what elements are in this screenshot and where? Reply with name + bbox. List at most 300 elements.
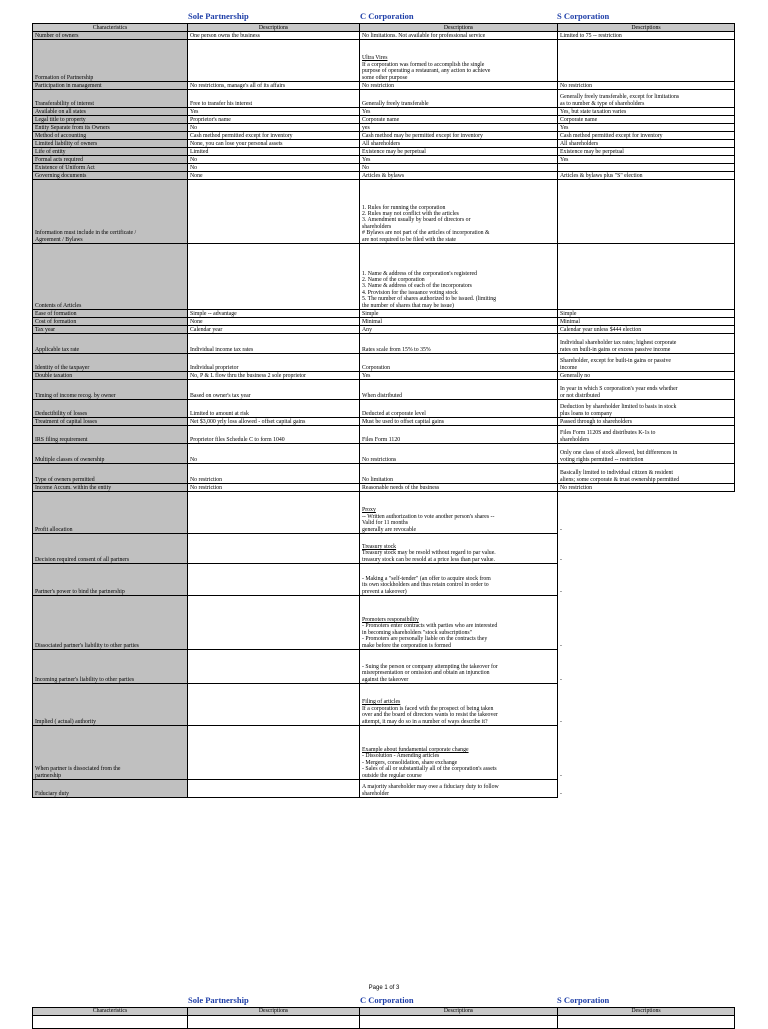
cell-line: Deductibility of losses <box>35 410 88 417</box>
cell-line: Proprietor files Schedule C to form 1040 <box>190 436 285 443</box>
table-row <box>33 82 735 90</box>
cell-c-corp <box>360 124 558 132</box>
cell-line: Calendar year <box>190 326 223 333</box>
header-descriptions-sole: Descriptions <box>188 1008 360 1016</box>
table-row <box>33 596 735 650</box>
cell-line: Multiple classes of ownership <box>35 456 105 463</box>
cell-line: Implied ( actual) authority <box>35 718 97 725</box>
cell-characteristic <box>33 148 188 156</box>
cell-s-corp <box>558 164 735 172</box>
cell-line: Articles & bylaws plus "S" election <box>560 172 643 179</box>
cell-s-corp <box>558 596 735 650</box>
cell-s-corp <box>558 124 735 132</box>
cell-line: Timing of income recog. by owner <box>35 392 116 399</box>
table-row <box>33 426 735 444</box>
cell-line: 4. Provision for the issuance voting stock <box>362 289 458 296</box>
cell-sole <box>188 464 360 484</box>
cell-line: - Sales of all or substantially all of the corporation's assets <box>362 766 497 773</box>
cell-line: Method of accounting <box>35 132 87 139</box>
cell-line: No <box>190 156 198 163</box>
cell-line: No limitation <box>362 476 394 483</box>
cell-s-corp <box>558 244 735 310</box>
cell-characteristic <box>33 172 188 180</box>
cell-characteristic <box>33 82 188 90</box>
cell-line: A majority shareholder may owe a fiduciary duty to follow <box>362 784 499 791</box>
cell-c-corp <box>360 484 558 492</box>
cell-line: over and the board of directors wants to resist the takeover <box>362 712 498 719</box>
cell-line: Proprietor's name <box>190 116 231 123</box>
cell-line: Existence of Uniform Act <box>35 164 95 171</box>
cell-s-corp <box>558 156 735 164</box>
cell-line: voting rights permitted -- restriction <box>560 456 644 463</box>
cell-sole <box>188 82 360 90</box>
table-row <box>33 132 735 140</box>
cell-c-corp <box>360 318 558 326</box>
cell-s-corp <box>558 484 735 492</box>
cell-line: In year in which S corporation's year ends whether <box>560 386 678 393</box>
cell-line: Treasury stock may be resold without regard to par value. <box>362 550 496 557</box>
table-row <box>33 124 735 132</box>
header-descriptions-s-corp: Descriptions <box>558 1008 735 1016</box>
cell-line: Corporate name <box>560 116 598 123</box>
cell-line: 1. Name & address of the corporation's registered <box>362 270 478 277</box>
cell-sole <box>188 310 360 318</box>
cell-s-corp <box>558 132 735 140</box>
cell-characteristic <box>33 684 188 726</box>
cell-line: - <box>560 773 562 780</box>
cell-line: Number of owners <box>35 32 79 39</box>
cell-line: One person owns the business <box>190 32 260 39</box>
cell-line: Cash method permitted except for inventory <box>190 132 293 139</box>
entity-header-c-corp: C Corporation <box>360 11 414 21</box>
cell-line: Identity of the taxpayer <box>35 364 90 371</box>
cell-sole <box>188 780 360 798</box>
cell-line: Individual shareholder tax rates; highest corporate <box>560 340 677 347</box>
cell-c-corp <box>360 148 558 156</box>
cell-c-corp <box>360 444 558 464</box>
cell-line: Yes, but state taxation varies <box>560 108 627 115</box>
cell-line: Contents of Articles <box>35 302 82 309</box>
cell-sole <box>188 132 360 140</box>
cell-s-corp <box>558 780 735 798</box>
cell-line: Type of owners permitted <box>35 476 95 483</box>
table-row <box>33 444 735 464</box>
cell-line: - Promoters are personally liable on the contracts they <box>362 636 488 643</box>
cell-line: Simple -- advantage <box>190 310 237 317</box>
cell-line: Double taxation <box>35 372 73 379</box>
cell-sole <box>188 108 360 116</box>
cell-line: income <box>560 364 578 371</box>
cell-characteristic <box>33 108 188 116</box>
cell-characteristic <box>33 90 188 108</box>
cell-s-corp <box>558 326 735 334</box>
table-row <box>33 244 735 310</box>
entity-header-s-corp: S Corporation <box>557 995 610 1005</box>
cell-sole <box>188 326 360 334</box>
cell-line: as to number & type of shareholders <box>560 100 645 107</box>
cell-c-corp <box>360 116 558 124</box>
cell-line: Reasonable needs of the business <box>362 484 440 491</box>
cell-s-corp <box>558 684 735 726</box>
cell-c-corp <box>360 400 558 418</box>
table-row <box>33 334 735 354</box>
cell-line: No restriction <box>190 476 223 483</box>
cell-characteristic <box>33 564 188 596</box>
entity-headers-page-2 <box>0 995 768 1007</box>
cell-characteristic <box>33 310 188 318</box>
cell-line: - <box>560 677 562 684</box>
cell-characteristic <box>33 418 188 426</box>
cell-sole <box>188 32 360 40</box>
cell-sole <box>188 726 360 780</box>
cell-line: Formation of Partnership <box>35 74 94 81</box>
cell-line: Tax year <box>35 326 56 333</box>
cell-line: Information must include in the certificate / <box>35 230 137 237</box>
cell-line: shareholder <box>362 790 390 797</box>
cell-line: Decision required consent of all partners <box>35 556 130 563</box>
cell-sole <box>188 172 360 180</box>
cell-line: All shareholders <box>362 140 401 147</box>
cell-characteristic <box>33 534 188 564</box>
cell-line: Free to transfer his interest <box>190 100 253 107</box>
cell-c-corp <box>360 464 558 484</box>
cell-line: Corporation <box>362 364 391 371</box>
table-row <box>33 318 735 326</box>
table-row <box>33 108 735 116</box>
cell-line: Limited to amount at risk <box>190 410 249 417</box>
cell-line: misrepresentation or omission and obtain an injunction <box>362 670 490 677</box>
cell-line: Cost of formation <box>35 318 77 325</box>
cell-c-corp <box>360 326 558 334</box>
cell-line: Life of entity <box>35 148 66 155</box>
cell-line: - <box>560 791 562 798</box>
table-row <box>33 372 735 380</box>
cell-line: Existence may be perpetual <box>560 148 624 155</box>
cell-line: No restriction <box>560 82 593 89</box>
cell-line: No restriction <box>362 82 395 89</box>
cell-line: shareholders <box>560 436 590 443</box>
cell-line: Only one class of stock allowed, but differences in <box>560 450 678 457</box>
cell-s-corp <box>558 172 735 180</box>
cell-line: Minimal <box>362 318 382 325</box>
cell-characteristic <box>33 726 188 780</box>
cell-line: Formal acts required <box>35 156 83 163</box>
cell-c-corp <box>360 140 558 148</box>
cell-line: shareholders <box>362 223 392 230</box>
table-row <box>33 310 735 318</box>
cell-line: Files Form 1120S and distributes K-1s to <box>560 430 656 437</box>
comparison-table <box>32 23 735 798</box>
cell-line: Net $3,000 yrly loss allowed - offset capital gains <box>190 418 306 425</box>
cell-sole <box>188 180 360 244</box>
cell-line: Simple <box>560 310 577 317</box>
cell-line: No restriction <box>560 484 593 491</box>
cell-c-corp <box>360 108 558 116</box>
cell-line: Yes <box>190 108 199 115</box>
cell-characteristic <box>33 140 188 148</box>
cell-characteristic <box>33 372 188 380</box>
cell-line: Available on all states <box>35 108 86 115</box>
cell-line: - Suing the person or company attempting the takeover for <box>362 663 498 670</box>
cell-line: None, you can lose your personal assets <box>190 140 283 147</box>
cell-line: 2. Rules may not conflict with the articles <box>362 210 459 217</box>
cell-sole <box>188 318 360 326</box>
table-row <box>33 164 735 172</box>
cell-s-corp <box>558 444 735 464</box>
cell-c-corp <box>360 32 558 40</box>
cell-c-corp <box>360 684 558 726</box>
cell-c-corp <box>360 534 558 564</box>
cell-line: Yes <box>362 108 371 115</box>
cell-line: in becoming shareholders "stock subscriptions" <box>362 629 473 636</box>
cell-line: rates on built-in gains or excess passive income <box>560 346 671 353</box>
cell-s-corp <box>558 32 735 40</box>
cell-line: Individual proprietor <box>190 364 239 371</box>
cell-line: 5. The number of shares authorized to be issued. (limiting <box>362 296 496 303</box>
cell-line: Files Form 1120 <box>362 436 401 443</box>
table-row <box>33 326 735 334</box>
cell-c-corp <box>360 650 558 684</box>
cell-line: No <box>190 456 198 463</box>
cell-line: 3. Amendment usually by board of directors or <box>362 217 471 224</box>
cell-sole <box>188 156 360 164</box>
cell-line: Generally freely transferable, except for limitations <box>560 94 680 101</box>
cell-s-corp <box>558 400 735 418</box>
table-row <box>33 418 735 426</box>
cell-c-corp <box>360 310 558 318</box>
cell-line: Deduction by shareholder limited to basis in stock <box>560 404 677 411</box>
cell-characteristic <box>33 596 188 650</box>
cell-line: No <box>190 164 198 171</box>
cell-sole <box>188 372 360 380</box>
cell-sole <box>188 484 360 492</box>
cell-line: Example about fundamental corporate change <box>362 746 469 753</box>
table-row <box>33 380 735 400</box>
cell-sole <box>188 564 360 596</box>
cell-c-corp <box>360 492 558 534</box>
comparison-table-page-2 <box>32 1007 735 1029</box>
cell-line: If a corporation was formed to accomplish the single <box>362 61 485 68</box>
cell-c-corp <box>360 172 558 180</box>
cell-line: Incoming partner's liability to other parties <box>35 676 135 683</box>
entity-header-sole: Sole Partnership <box>188 995 249 1005</box>
cell-sole <box>188 492 360 534</box>
cell-line: Generally no <box>560 372 591 379</box>
cell-s-corp <box>558 40 735 82</box>
cell-line: Entity Separate from its Owners <box>35 124 110 131</box>
cell-line: No, P & L flow thru the business 2 sole proprietor <box>190 372 306 379</box>
header-row <box>33 24 735 32</box>
header-row <box>33 1008 735 1016</box>
cell-c-corp <box>360 418 558 426</box>
cell-s-corp <box>558 82 735 90</box>
cell-line: Deducted at corporate level <box>362 410 426 417</box>
cell-s-corp <box>558 310 735 318</box>
table-row <box>33 1016 735 1029</box>
cell-s-corp <box>558 564 735 596</box>
cell-sole <box>188 140 360 148</box>
cell-characteristic <box>33 318 188 326</box>
table-row <box>33 484 735 492</box>
header-characteristics: Characteristics <box>33 1008 188 1016</box>
cell-line: Articles & bylaws <box>362 172 405 179</box>
header-characteristics: Characteristics <box>33 24 188 32</box>
cell-s-corp <box>558 180 735 244</box>
cell-c-corp <box>360 156 558 164</box>
cell-line: -- Written authorization to vote another person's shares -- <box>362 513 495 520</box>
cell-line: Calendar year unless $444 election <box>560 326 642 333</box>
cell-c-corp <box>360 82 558 90</box>
cell-line: All shareholders <box>560 140 599 147</box>
table-row <box>33 650 735 684</box>
cell-c-corp <box>360 334 558 354</box>
cell-c-corp <box>360 164 558 172</box>
cell-line: Valid for 11 months <box>362 520 408 527</box>
cell-c-corp <box>360 40 558 82</box>
cell-line: Transferability of interest <box>35 100 95 107</box>
cell-line: Cash method may be permitted except for inventory <box>362 132 483 139</box>
cell-line: - Making a "self-tender" (an offer to acquire stock from <box>362 575 491 582</box>
cell-s-corp <box>558 334 735 354</box>
cell-s-corp <box>558 90 735 108</box>
cell-line: No restrictions, manage's all of its affairs <box>190 82 286 89</box>
table-row <box>33 780 735 798</box>
cell-line: Filing of articles <box>362 699 401 706</box>
cell-line: No restrictions <box>362 456 397 463</box>
cell-line: Promoters responsibility <box>362 616 419 623</box>
table-row <box>33 156 735 164</box>
cell-characteristic <box>33 244 188 310</box>
cell-s-corp <box>558 372 735 380</box>
table-row <box>33 564 735 596</box>
cell-line: Passed through to shareholders <box>560 418 632 425</box>
table-row <box>33 492 735 534</box>
cell-line: Yes <box>362 372 371 379</box>
cell-characteristic <box>33 124 188 132</box>
cell-characteristic <box>33 116 188 124</box>
cell-line: attempt, it may do so in a number of ways describe it? <box>362 718 488 725</box>
cell-characteristic <box>33 40 188 82</box>
cell-line: Ultra Vires <box>362 55 388 62</box>
cell-s-corp <box>558 426 735 444</box>
cell-c-corp <box>360 354 558 372</box>
cell-sole <box>188 90 360 108</box>
cell-characteristic <box>33 164 188 172</box>
cell-line: Yes <box>560 124 569 131</box>
table-row <box>33 400 735 418</box>
cell-line: When distributed <box>362 392 403 399</box>
cell-line: Cash method permitted except for inventory <box>560 132 663 139</box>
cell-characteristic <box>33 132 188 140</box>
cell-line: Simple <box>362 310 379 317</box>
cell-c-corp <box>360 426 558 444</box>
cell-line: When partner is dissociated from the <box>35 766 121 773</box>
cell-characteristic <box>33 400 188 418</box>
cell-sole <box>188 244 360 310</box>
header-descriptions-s-corp: Descriptions <box>558 24 735 32</box>
cell-line: Ease of formation <box>35 310 77 317</box>
cell-line: Based on owner's tax year <box>190 392 251 399</box>
cell-line: Limited to 75 -- restriction <box>560 32 622 39</box>
header-descriptions-c-corp: Descriptions <box>360 24 558 32</box>
cell-line: Rates scale from 15% to 35% <box>362 346 431 353</box>
cell-line: aliens; some corporate & trust ownership permitted <box>560 476 680 483</box>
cell-line: some other purpose <box>362 74 408 81</box>
cell-characteristic <box>33 156 188 164</box>
cell-sole <box>188 444 360 464</box>
cell-line: IRS filing requirement <box>35 436 88 443</box>
cell-s-corp <box>558 148 735 156</box>
cell-line: - <box>560 557 562 564</box>
cell-line: Partner's power to bind the partnership <box>35 588 125 595</box>
cell-sole <box>188 116 360 124</box>
cell-line: 1. Rules for running the corporation <box>362 204 446 211</box>
cell-line: Legal title to property <box>35 116 86 123</box>
cell-line: None <box>190 318 203 325</box>
cell-line: or not distributed <box>560 392 600 399</box>
cell-line: treasury stock can be resold at a price less than par value. <box>362 556 495 563</box>
cell-characteristic <box>33 180 188 244</box>
cell-line: Yes <box>560 156 569 163</box>
cell-line: Generally freely transferable <box>362 100 429 107</box>
table-row <box>33 684 735 726</box>
cell-c-corp <box>360 244 558 310</box>
entity-header-c-corp: C Corporation <box>360 995 414 1005</box>
cell-sole <box>188 334 360 354</box>
table-row <box>33 464 735 484</box>
cell-line: No limitations. Not available for professional service <box>362 32 486 39</box>
cell-sole <box>188 684 360 726</box>
cell-line: - <box>560 719 562 726</box>
cell-c-corp <box>360 180 558 244</box>
cell-line: No <box>190 124 198 131</box>
cell-line: Treasury stock <box>362 543 397 550</box>
table-row <box>33 32 735 40</box>
cell-line: make before the corporation is formed <box>362 642 452 649</box>
cell-line: plus loans to company <box>560 410 613 417</box>
cell-line: Agreement / Bylaws <box>35 236 83 243</box>
cell-line: Corporate name <box>362 116 400 123</box>
cell-line: Shareholder, except for built-in gains or passive <box>560 358 672 365</box>
cell-sole <box>188 380 360 400</box>
cell-c-corp <box>360 372 558 380</box>
cell-sole <box>188 40 360 82</box>
cell-c-corp <box>360 596 558 650</box>
cell-s-corp <box>558 418 735 426</box>
cell-line: Treatment of capital losses <box>35 418 98 425</box>
cell-line: 3. Name & address of each of the incorporators <box>362 283 472 290</box>
cell-line: the number of shares that may be issue) <box>362 302 454 309</box>
cell-c-corp <box>360 380 558 400</box>
table-row <box>33 180 735 244</box>
cell-line: - Promoters enter contracts with parties who are interested <box>362 623 498 630</box>
cell-s-corp <box>558 650 735 684</box>
cell-c-corp <box>360 132 558 140</box>
cell-s-corp <box>558 108 735 116</box>
cell-line: # Bylaws are not part of the articles of incorporation & <box>362 230 490 237</box>
cell-s-corp <box>558 726 735 780</box>
cell-characteristic <box>33 492 188 534</box>
entity-header-sole: Sole Partnership <box>188 11 249 21</box>
cell-s-corp <box>558 380 735 400</box>
cell-line: yes <box>362 124 370 131</box>
cell-c-corp <box>360 780 558 798</box>
cell-characteristic <box>33 780 188 798</box>
cell-line: Individual income tax rates <box>190 346 254 353</box>
cell-characteristic <box>33 32 188 40</box>
header-descriptions-c-corp: Descriptions <box>360 1008 558 1016</box>
table-row <box>33 148 735 156</box>
